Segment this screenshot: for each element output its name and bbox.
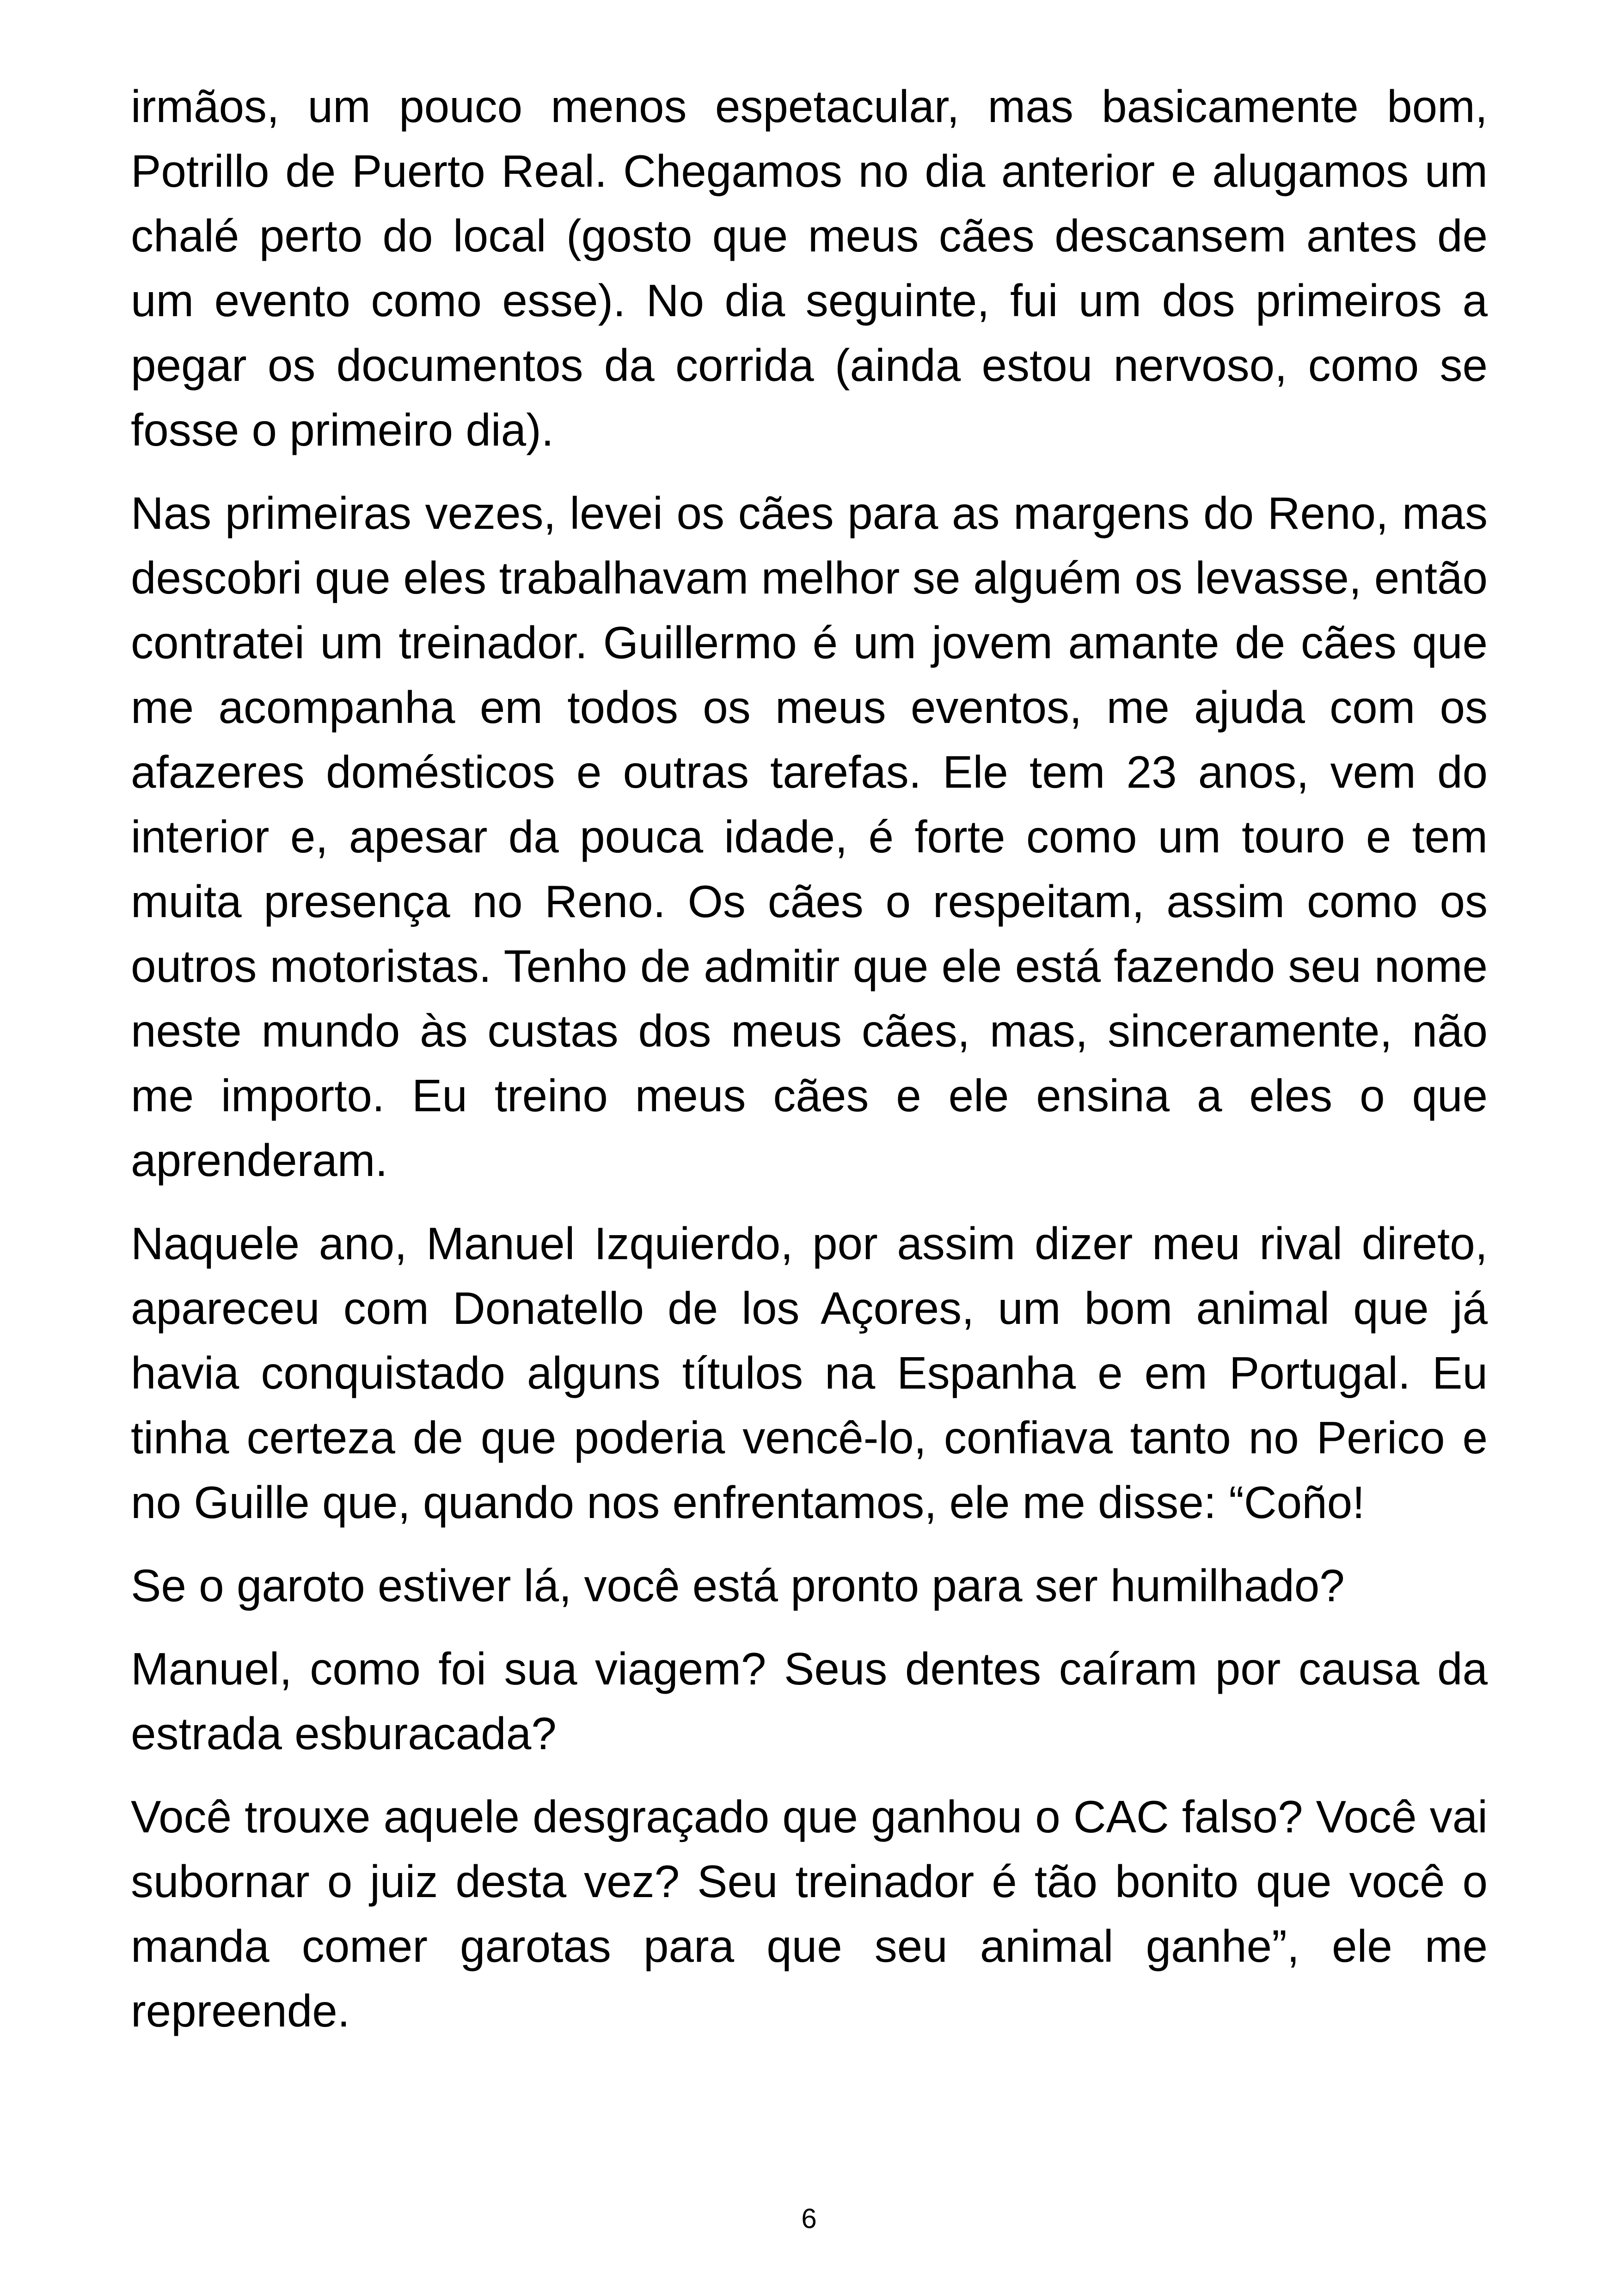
body-text — [131, 74, 1488, 2062]
paragraph-6: Você trouxe aquele desgraçado que ganhou o CAC falso? Você vai subornar o juiz desta vez? Seu treinador é tão bonito que você o manda comer garotas para que seu animal ganhe”, ele me repreende. — [131, 1791, 1488, 2036]
paragraph-4: Se o garoto estiver lá, você está pronto para ser humilhado? — [131, 1560, 1345, 1611]
paragraph-3: Naquele ano, Manuel Izquierdo, por assim dizer meu rival direto, apareceu com Donatello de los Açores, um bom animal que já havia conquistado alguns títulos na Espanha e em Portugal. Eu tinha certeza de que poderia vencê-lo, confiava tanto no Perico e no Guille que, quando nos enfrentamos, ele me disse: “Coño! — [131, 1218, 1488, 1528]
paragraph-5: Manuel, como foi sua viagem? Seus dentes caíram por causa da estrada esburacada? — [131, 1643, 1488, 1759]
paragraph-1: irmãos, um pouco menos espetacular, mas basicamente bom, Potrillo de Puerto Real. Chegamos no dia anterior e alugamos um chalé perto do local (gosto que meus cães descansem antes de um evento como esse). No dia seguinte, fui um dos primeiros a pegar os documentos da corrida (ainda estou nervoso, como se fosse o primeiro dia). — [131, 81, 1488, 455]
paragraph-2: Nas primeiras vezes, levei os cães para as margens do Reno, mas descobri que eles trabalhavam melhor se alguém os levasse, então contratei um treinador. Guillermo é um jovem amante de cães que me acompanha em todos os meus eventos, me ajuda com os afazeres domésticos e outras tarefas. Ele tem 23 anos, vem do interior e, apesar da pouca idade, é forte como um touro e tem muita presença no Reno. Os cães o respeitam, assim como os outros motoristas. Tenho de admitir que ele está fazendo seu nome neste mundo às custas dos meus cães, mas, sinceramente, não me importo. Eu treino meus cães e ele ensina a eles o que aprenderam. — [131, 488, 1488, 1186]
page-number: 6 — [801, 2203, 817, 2234]
